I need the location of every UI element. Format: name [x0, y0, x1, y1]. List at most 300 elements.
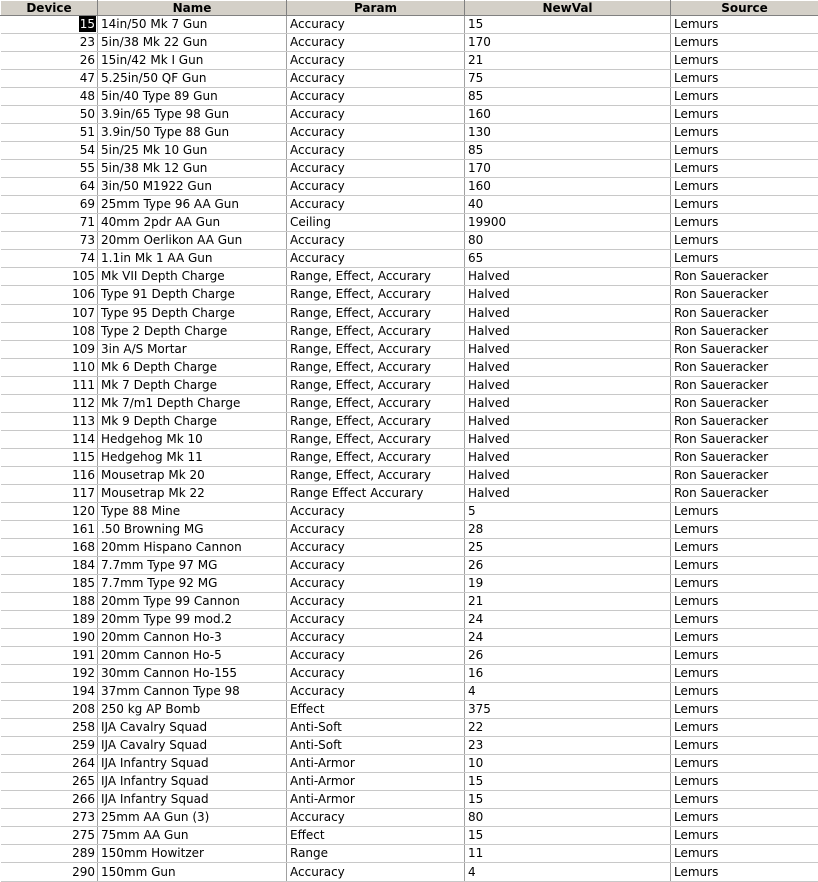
- cell-device[interactable]: [1, 502, 98, 520]
- cell-param[interactable]: [287, 340, 465, 358]
- table-row[interactable]: [1, 142, 818, 160]
- cell-device[interactable]: [1, 574, 98, 592]
- table-row[interactable]: [1, 106, 818, 124]
- table-row[interactable]: [1, 484, 818, 502]
- cell-name[interactable]: [98, 214, 287, 232]
- cell-name[interactable]: [98, 52, 287, 70]
- cell-source[interactable]: [671, 538, 818, 556]
- cell-source[interactable]: [671, 593, 818, 611]
- cell-device[interactable]: [1, 629, 98, 647]
- cell-device[interactable]: [1, 755, 98, 773]
- table-row[interactable]: [1, 863, 818, 882]
- cell-device[interactable]: [1, 484, 98, 502]
- table-row[interactable]: [1, 322, 818, 340]
- cell-param[interactable]: [287, 196, 465, 214]
- table-row[interactable]: [1, 701, 818, 719]
- cell-newval[interactable]: [465, 376, 671, 394]
- column-header-source[interactable]: Source: [671, 1, 818, 16]
- cell-source[interactable]: [671, 124, 818, 142]
- cell-newval[interactable]: [465, 611, 671, 629]
- cell-param[interactable]: [287, 629, 465, 647]
- cell-param[interactable]: [287, 142, 465, 160]
- cell-param[interactable]: [287, 466, 465, 484]
- cell-name[interactable]: [98, 611, 287, 629]
- cell-source[interactable]: [671, 304, 818, 322]
- table-row[interactable]: [1, 502, 818, 520]
- table-row[interactable]: [1, 809, 818, 827]
- cell-newval[interactable]: [465, 665, 671, 683]
- table-row[interactable]: [1, 196, 818, 214]
- column-header-param[interactable]: Param: [287, 1, 465, 16]
- cell-device[interactable]: [1, 16, 98, 34]
- cell-param[interactable]: [287, 52, 465, 70]
- table-row[interactable]: [1, 340, 818, 358]
- cell-device[interactable]: [1, 394, 98, 412]
- cell-param[interactable]: [287, 430, 465, 448]
- cell-newval[interactable]: [465, 593, 671, 611]
- table-row[interactable]: [1, 16, 818, 34]
- cell-name[interactable]: [98, 755, 287, 773]
- cell-param[interactable]: [287, 683, 465, 701]
- cell-device[interactable]: [1, 737, 98, 755]
- cell-newval[interactable]: [465, 827, 671, 845]
- cell-newval[interactable]: [465, 88, 671, 106]
- cell-param[interactable]: [287, 827, 465, 845]
- cell-newval[interactable]: [465, 520, 671, 538]
- cell-source[interactable]: [671, 340, 818, 358]
- table-row[interactable]: [1, 52, 818, 70]
- cell-newval[interactable]: [465, 268, 671, 286]
- cell-source[interactable]: [671, 196, 818, 214]
- table-row[interactable]: [1, 466, 818, 484]
- table-row[interactable]: [1, 376, 818, 394]
- cell-newval[interactable]: [465, 701, 671, 719]
- cell-source[interactable]: [671, 773, 818, 791]
- cell-source[interactable]: [671, 556, 818, 574]
- cell-param[interactable]: [287, 124, 465, 142]
- cell-newval[interactable]: [465, 16, 671, 34]
- cell-source[interactable]: [671, 142, 818, 160]
- cell-newval[interactable]: [465, 466, 671, 484]
- cell-device[interactable]: [1, 665, 98, 683]
- cell-param[interactable]: [287, 755, 465, 773]
- cell-param[interactable]: [287, 556, 465, 574]
- cell-name[interactable]: [98, 791, 287, 809]
- cell-source[interactable]: [671, 484, 818, 502]
- cell-newval[interactable]: [465, 574, 671, 592]
- cell-source[interactable]: [671, 268, 818, 286]
- cell-name[interactable]: [98, 412, 287, 430]
- cell-device[interactable]: [1, 827, 98, 845]
- cell-device-text: 208: [72, 702, 95, 717]
- cell-param[interactable]: [287, 448, 465, 466]
- cell-param-text: Accuracy: [290, 810, 345, 825]
- cell-device[interactable]: [1, 683, 98, 701]
- cell-source[interactable]: [671, 70, 818, 88]
- cell-newval[interactable]: [465, 178, 671, 196]
- cell-param[interactable]: [287, 791, 465, 809]
- cell-newval[interactable]: [465, 448, 671, 466]
- table-row[interactable]: [1, 394, 818, 412]
- cell-name[interactable]: [98, 358, 287, 376]
- cell-param[interactable]: [287, 34, 465, 52]
- cell-name[interactable]: [98, 719, 287, 737]
- cell-device[interactable]: [1, 250, 98, 268]
- table-row[interactable]: [1, 34, 818, 52]
- cell-device[interactable]: [1, 863, 98, 882]
- table-row[interactable]: [1, 358, 818, 376]
- table-row[interactable]: [1, 286, 818, 304]
- cell-param[interactable]: [287, 214, 465, 232]
- cell-newval[interactable]: [465, 34, 671, 52]
- cell-param[interactable]: [287, 160, 465, 178]
- cell-source[interactable]: [671, 106, 818, 124]
- table-row[interactable]: [1, 719, 818, 737]
- cell-source[interactable]: [671, 701, 818, 719]
- cell-param[interactable]: [287, 574, 465, 592]
- cell-device[interactable]: [1, 593, 98, 611]
- cell-device[interactable]: [1, 448, 98, 466]
- cell-device[interactable]: [1, 286, 98, 304]
- cell-newval[interactable]: [465, 124, 671, 142]
- table-row[interactable]: [1, 574, 818, 592]
- cell-source[interactable]: [671, 520, 818, 538]
- cell-device[interactable]: [1, 719, 98, 737]
- cell-param[interactable]: [287, 232, 465, 250]
- cell-newval[interactable]: [465, 358, 671, 376]
- cell-newval[interactable]: [465, 809, 671, 827]
- cell-param[interactable]: [287, 286, 465, 304]
- table-row[interactable]: [1, 556, 818, 574]
- cell-name[interactable]: [98, 196, 287, 214]
- cell-device[interactable]: [1, 845, 98, 863]
- cell-source[interactable]: [671, 412, 818, 430]
- cell-device[interactable]: [1, 358, 98, 376]
- cell-param[interactable]: [287, 322, 465, 340]
- cell-newval[interactable]: [465, 791, 671, 809]
- cell-newval[interactable]: [465, 52, 671, 70]
- cell-newval[interactable]: [465, 250, 671, 268]
- cell-newval[interactable]: [465, 286, 671, 304]
- cell-device[interactable]: [1, 106, 98, 124]
- cell-device[interactable]: [1, 214, 98, 232]
- cell-param[interactable]: [287, 809, 465, 827]
- cell-name[interactable]: [98, 773, 287, 791]
- cell-source[interactable]: [671, 376, 818, 394]
- cell-name[interactable]: [98, 845, 287, 863]
- cell-name[interactable]: [98, 376, 287, 394]
- cell-source[interactable]: [671, 16, 818, 34]
- table-row[interactable]: [1, 412, 818, 430]
- table-row[interactable]: [1, 665, 818, 683]
- table-row[interactable]: [1, 232, 818, 250]
- table-row[interactable]: [1, 611, 818, 629]
- cell-param[interactable]: [287, 845, 465, 863]
- cell-newval[interactable]: [465, 845, 671, 863]
- cell-device[interactable]: [1, 304, 98, 322]
- cell-name[interactable]: [98, 629, 287, 647]
- cell-name[interactable]: [98, 466, 287, 484]
- cell-newval[interactable]: [465, 773, 671, 791]
- cell-name[interactable]: [98, 665, 287, 683]
- cell-device[interactable]: [1, 412, 98, 430]
- cell-source[interactable]: [671, 160, 818, 178]
- cell-source[interactable]: [671, 178, 818, 196]
- cell-name[interactable]: [98, 124, 287, 142]
- cell-name[interactable]: [98, 574, 287, 592]
- cell-device[interactable]: [1, 232, 98, 250]
- cell-source[interactable]: [671, 809, 818, 827]
- cell-param[interactable]: [287, 250, 465, 268]
- cell-source[interactable]: [671, 827, 818, 845]
- cell-param[interactable]: [287, 647, 465, 665]
- cell-source[interactable]: [671, 574, 818, 592]
- cell-device[interactable]: [1, 196, 98, 214]
- cell-source[interactable]: [671, 665, 818, 683]
- table-row[interactable]: [1, 647, 818, 665]
- cell-newval[interactable]: [465, 647, 671, 665]
- cell-param[interactable]: [287, 502, 465, 520]
- cell-name-text: 75mm AA Gun: [101, 828, 189, 843]
- cell-newval[interactable]: [465, 430, 671, 448]
- cell-source[interactable]: [671, 448, 818, 466]
- cell-name[interactable]: [98, 394, 287, 412]
- cell-param[interactable]: [287, 178, 465, 196]
- cell-param[interactable]: [287, 358, 465, 376]
- table-row[interactable]: [1, 304, 818, 322]
- cell-source[interactable]: [671, 863, 818, 882]
- cell-newval[interactable]: [465, 142, 671, 160]
- cell-name[interactable]: [98, 178, 287, 196]
- table-row[interactable]: [1, 70, 818, 88]
- cell-device[interactable]: [1, 52, 98, 70]
- cell-source[interactable]: [671, 214, 818, 232]
- cell-name[interactable]: [98, 268, 287, 286]
- cell-name[interactable]: [98, 484, 287, 502]
- cell-name[interactable]: [98, 538, 287, 556]
- cell-name[interactable]: [98, 106, 287, 124]
- cell-name[interactable]: [98, 340, 287, 358]
- cell-newval[interactable]: [465, 214, 671, 232]
- cell-name[interactable]: [98, 502, 287, 520]
- table-row[interactable]: [1, 430, 818, 448]
- cell-newval[interactable]: [465, 484, 671, 502]
- cell-newval[interactable]: [465, 538, 671, 556]
- cell-source[interactable]: [671, 737, 818, 755]
- cell-name[interactable]: [98, 809, 287, 827]
- cell-newval[interactable]: [465, 304, 671, 322]
- cell-device[interactable]: [1, 647, 98, 665]
- table-row[interactable]: [1, 268, 818, 286]
- cell-name[interactable]: [98, 160, 287, 178]
- cell-name[interactable]: [98, 322, 287, 340]
- cell-source[interactable]: [671, 52, 818, 70]
- cell-param[interactable]: [287, 538, 465, 556]
- cell-newval-text: 130: [468, 125, 491, 140]
- cell-source[interactable]: [671, 466, 818, 484]
- table-row[interactable]: [1, 791, 818, 809]
- cell-newval[interactable]: [465, 755, 671, 773]
- cell-source[interactable]: [671, 791, 818, 809]
- cell-name[interactable]: [98, 88, 287, 106]
- column-header-device[interactable]: Device: [1, 1, 98, 16]
- table-row[interactable]: [1, 827, 818, 845]
- cell-param[interactable]: [287, 304, 465, 322]
- cell-param[interactable]: [287, 484, 465, 502]
- cell-source[interactable]: [671, 755, 818, 773]
- cell-source[interactable]: [671, 502, 818, 520]
- cell-source[interactable]: [671, 719, 818, 737]
- cell-device[interactable]: [1, 538, 98, 556]
- cell-param[interactable]: [287, 394, 465, 412]
- table-row[interactable]: [1, 448, 818, 466]
- table-row[interactable]: [1, 629, 818, 647]
- cell-device[interactable]: [1, 142, 98, 160]
- cell-param[interactable]: [287, 412, 465, 430]
- cell-source-text: Lemurs: [674, 702, 719, 717]
- cell-param[interactable]: [287, 737, 465, 755]
- cell-device[interactable]: [1, 701, 98, 719]
- cell-device[interactable]: [1, 773, 98, 791]
- cell-name[interactable]: [98, 701, 287, 719]
- cell-param[interactable]: [287, 88, 465, 106]
- cell-param[interactable]: [287, 593, 465, 611]
- column-header-newval[interactable]: NewVal: [465, 1, 671, 16]
- cell-param[interactable]: [287, 70, 465, 88]
- cell-param[interactable]: [287, 611, 465, 629]
- table-row[interactable]: [1, 214, 818, 232]
- cell-param-text: Accuracy: [290, 648, 345, 663]
- cell-name[interactable]: [98, 647, 287, 665]
- cell-source[interactable]: [671, 286, 818, 304]
- cell-newval[interactable]: [465, 394, 671, 412]
- cell-device[interactable]: [1, 611, 98, 629]
- cell-device[interactable]: [1, 268, 98, 286]
- cell-device[interactable]: [1, 322, 98, 340]
- cell-param[interactable]: [287, 16, 465, 34]
- cell-device-text: 192: [72, 666, 95, 681]
- cell-source[interactable]: [671, 845, 818, 863]
- cell-newval[interactable]: [465, 160, 671, 178]
- cell-device[interactable]: [1, 809, 98, 827]
- table-row[interactable]: [1, 593, 818, 611]
- cell-source[interactable]: [671, 232, 818, 250]
- cell-newval[interactable]: [465, 737, 671, 755]
- cell-source[interactable]: [671, 430, 818, 448]
- cell-newval[interactable]: [465, 70, 671, 88]
- cell-name[interactable]: [98, 556, 287, 574]
- cell-source[interactable]: [671, 322, 818, 340]
- cell-device[interactable]: [1, 34, 98, 52]
- table-row[interactable]: [1, 178, 818, 196]
- cell-newval[interactable]: [465, 340, 671, 358]
- cell-source[interactable]: [671, 611, 818, 629]
- cell-source[interactable]: [671, 34, 818, 52]
- cell-param[interactable]: [287, 863, 465, 882]
- cell-name[interactable]: [98, 286, 287, 304]
- table-row[interactable]: [1, 683, 818, 701]
- cell-newval[interactable]: [465, 629, 671, 647]
- cell-name[interactable]: [98, 304, 287, 322]
- cell-name[interactable]: [98, 232, 287, 250]
- cell-device[interactable]: [1, 466, 98, 484]
- column-header-name[interactable]: Name: [98, 1, 287, 16]
- cell-newval[interactable]: [465, 502, 671, 520]
- cell-param[interactable]: [287, 665, 465, 683]
- cell-name[interactable]: [98, 16, 287, 34]
- table-row[interactable]: [1, 773, 818, 791]
- cell-device[interactable]: [1, 124, 98, 142]
- cell-device[interactable]: [1, 70, 98, 88]
- table-row[interactable]: [1, 160, 818, 178]
- cell-newval[interactable]: [465, 719, 671, 737]
- cell-param[interactable]: [287, 773, 465, 791]
- cell-name[interactable]: [98, 142, 287, 160]
- cell-param[interactable]: [287, 520, 465, 538]
- table-row[interactable]: [1, 538, 818, 556]
- cell-name[interactable]: [98, 593, 287, 611]
- cell-param[interactable]: [287, 106, 465, 124]
- cell-param[interactable]: [287, 376, 465, 394]
- table-row[interactable]: [1, 124, 818, 142]
- cell-source[interactable]: [671, 394, 818, 412]
- cell-newval[interactable]: [465, 412, 671, 430]
- cell-device[interactable]: [1, 160, 98, 178]
- table-row[interactable]: [1, 737, 818, 755]
- cell-device[interactable]: [1, 88, 98, 106]
- cell-name[interactable]: [98, 34, 287, 52]
- cell-param[interactable]: [287, 719, 465, 737]
- cell-name[interactable]: [98, 430, 287, 448]
- cell-param[interactable]: [287, 268, 465, 286]
- cell-newval[interactable]: [465, 683, 671, 701]
- cell-source[interactable]: [671, 88, 818, 106]
- cell-newval[interactable]: [465, 556, 671, 574]
- cell-device[interactable]: [1, 340, 98, 358]
- table-row[interactable]: [1, 250, 818, 268]
- cell-name[interactable]: [98, 448, 287, 466]
- cell-source[interactable]: [671, 250, 818, 268]
- cell-newval[interactable]: [465, 232, 671, 250]
- cell-param[interactable]: [287, 701, 465, 719]
- cell-source[interactable]: [671, 647, 818, 665]
- cell-newval[interactable]: [465, 322, 671, 340]
- cell-newval[interactable]: [465, 106, 671, 124]
- cell-source[interactable]: [671, 683, 818, 701]
- cell-name[interactable]: [98, 250, 287, 268]
- cell-device[interactable]: [1, 556, 98, 574]
- cell-newval[interactable]: [465, 196, 671, 214]
- cell-device[interactable]: [1, 791, 98, 809]
- cell-device[interactable]: [1, 430, 98, 448]
- table-row[interactable]: [1, 845, 818, 863]
- cell-name[interactable]: [98, 863, 287, 882]
- cell-newval[interactable]: [465, 863, 671, 882]
- table-row[interactable]: [1, 88, 818, 106]
- cell-name[interactable]: [98, 70, 287, 88]
- cell-device[interactable]: [1, 178, 98, 196]
- table-row[interactable]: [1, 755, 818, 773]
- cell-name[interactable]: [98, 683, 287, 701]
- cell-name[interactable]: [98, 520, 287, 538]
- cell-device[interactable]: [1, 520, 98, 538]
- cell-name[interactable]: [98, 737, 287, 755]
- cell-source[interactable]: [671, 629, 818, 647]
- cell-device[interactable]: [1, 376, 98, 394]
- cell-name[interactable]: [98, 827, 287, 845]
- cell-source[interactable]: [671, 358, 818, 376]
- table-row[interactable]: [1, 520, 818, 538]
